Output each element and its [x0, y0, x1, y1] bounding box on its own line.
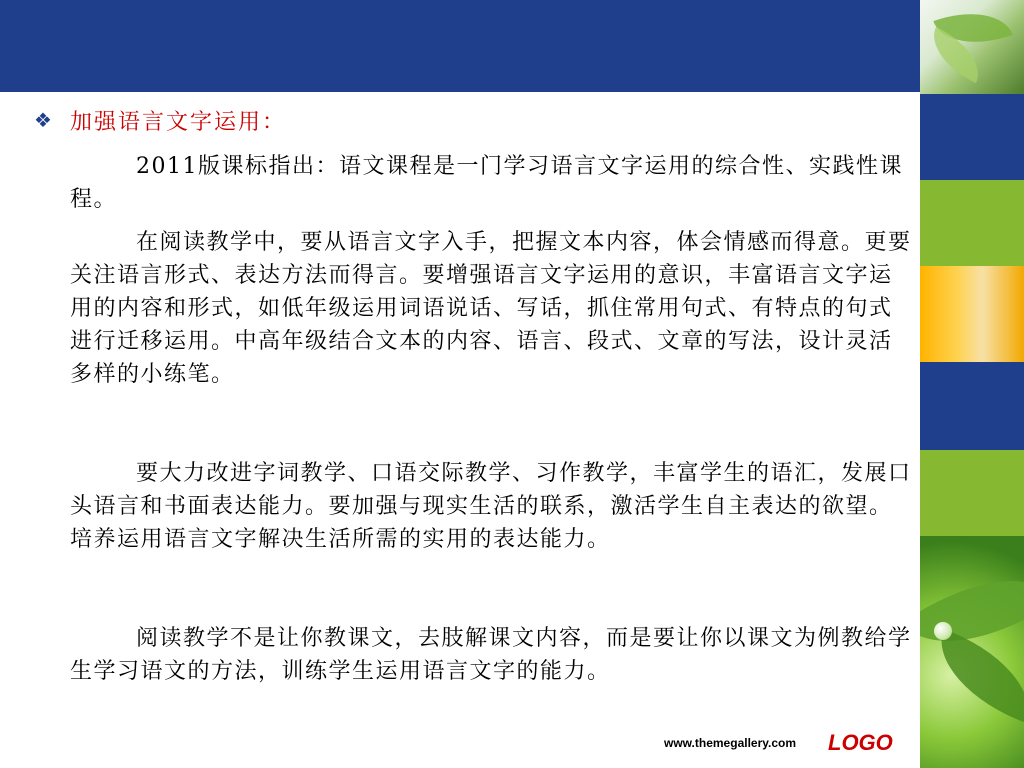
blue-tile — [920, 94, 1024, 180]
paragraph-text: 阅读教学不是让你教课文，去肢解课文内容，而是要让你以课文为例教给学生学习语文的方法，训练学生运用语言文字的能力。 — [70, 626, 912, 684]
decorative-side-strip — [920, 0, 1024, 768]
paragraph-text: 要大力改进字词教学、口语交际教学、习作教学，丰富学生的语汇，发展口头语言和书面表达能力。要加强与现实生活的联系，激活学生自主表达的欲望。培养运用语言文字解决生活所需的实用的表达能力。 — [70, 461, 912, 552]
leaf-photo-tile — [920, 0, 1024, 94]
diamond-bullet-icon: ❖ — [34, 108, 52, 132]
paragraph-text: 在阅读教学中，要从语言文字入手，把握文本内容，体会情感而得意。更要关注语言形式、表达方法而得言。要增强语言文字运用的意识，丰富语言文字运用的内容和形式，如低年级运用词语说话、写话，抓住常用句式、有特点的句式进行迁移运用。中高年级结合文本的内容、语言、段式、文章的写法，设计灵活多样的小练笔。 — [70, 230, 912, 387]
footer-logo: LOGO — [828, 730, 893, 755]
slide-heading: 加强语言文字运用： — [70, 109, 287, 135]
gold-tile — [920, 266, 1024, 362]
paragraph-1 — [70, 150, 915, 216]
green-tile — [920, 450, 1024, 536]
paragraph-4 — [70, 622, 915, 688]
leaf-droplet-tile — [920, 536, 1024, 768]
paragraph-2 — [70, 226, 915, 391]
blue-tile — [920, 362, 1024, 450]
paragraph-3 — [70, 457, 915, 556]
green-tile — [920, 180, 1024, 266]
heading-row — [34, 104, 286, 136]
footer-url: www.themegallery.com — [664, 736, 797, 750]
title-banner — [0, 0, 920, 92]
paragraph-text: 2011版课标指出：语文课程是一门学习语言文字运用的综合性、实践性课程。 — [70, 154, 903, 212]
